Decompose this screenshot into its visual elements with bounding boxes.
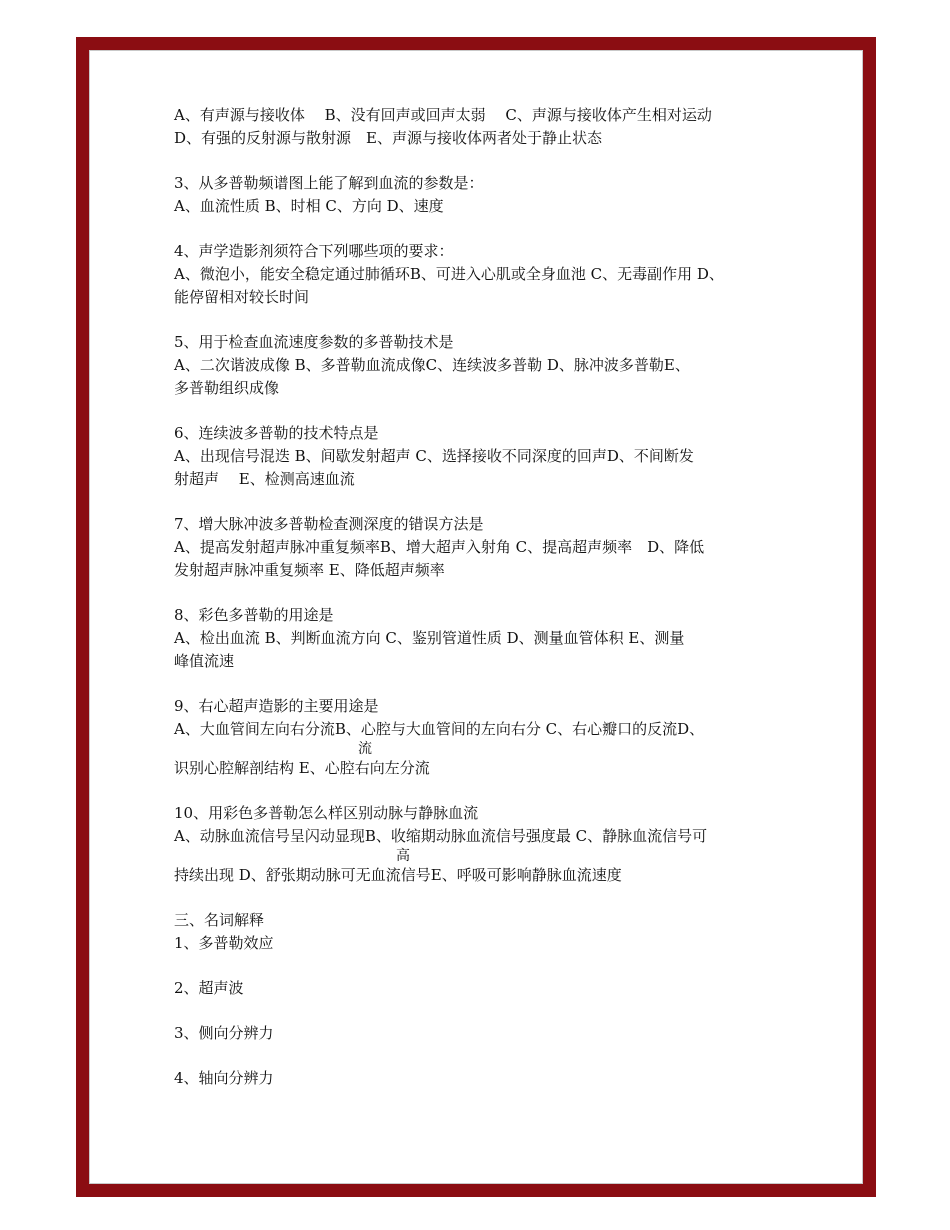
q5-options-line-2: 多普勒组织成像: [174, 379, 280, 397]
spacer: [174, 1000, 804, 1022]
q4-stem: 4、声学造影剂须符合下列哪些项的要求：: [174, 242, 454, 260]
q7-stem: 7、增大脉冲波多普勒检查测深度的错误方法是: [174, 515, 484, 533]
q7-options-line-1: A、提高发射超声脉冲重复频率B、增大超声入射角 C、提高超声频率 D、降低: [174, 538, 705, 556]
spacer: [174, 887, 804, 909]
q8-options-line-1: A、检出血流 B、判断血流方向 C、鉴别管道性质 D、测量血管体积 E、测量: [174, 629, 685, 647]
q3-stem: 3、从多普勒频谱图上能了解到血流的参数是：: [174, 174, 484, 192]
spacer: [174, 218, 804, 240]
term-item: 4、轴向分辨力: [174, 1069, 274, 1087]
spacer: [174, 309, 804, 331]
q8-options-line-2: 峰值流速: [174, 652, 235, 670]
term-item: 1、多普勒效应: [174, 934, 274, 952]
q2-options-line-1: A、有声源与接收体 B、没有回声或回声太弱 C、声源与接收体产生相对运动: [174, 106, 712, 124]
q6-options-line-1: A、出现信号混迭 B、间歇发射超声 C、选择接收不同深度的回声D、不间断发: [174, 447, 694, 465]
spacer: [174, 780, 804, 802]
q4-options-line-2: 能停留相对较长时间: [174, 288, 310, 306]
spacer: [174, 491, 804, 513]
q10-options-line-2: 持续出现 D、舒张期动脉可无血流信号E、呼吸可影响静脉血流速度: [174, 866, 622, 884]
q9-options-line-2: 识别心腔解剖结构 E、心腔右向左分流: [174, 759, 430, 777]
spacer: [174, 582, 804, 604]
q9-options-line-1: A、大血管间左向右分流B、心腔与大血管间的左向右分 C、右心瓣口的反流D、: [174, 720, 705, 738]
q6-stem: 6、连续波多普勒的技术特点是: [174, 424, 379, 442]
q5-stem: 5、用于检查血流速度参数的多普勒技术是: [174, 333, 454, 351]
term-item: 3、侧向分辨力: [174, 1024, 274, 1042]
spacer: [174, 955, 804, 977]
q8-stem: 8、彩色多普勒的用途是: [174, 606, 334, 624]
spacer: [174, 1045, 804, 1067]
q10-options-line-1: A、动脉血流信号呈闪动显现B、收缩期动脉血流信号强度最 C、静脉血流信号可: [174, 827, 708, 845]
q6-options-line-2: 射超声 E、检测高速血流: [174, 470, 355, 488]
spacer: [174, 673, 804, 695]
q5-options-line-1: A、二次谐波成像 B、多普勒血流成像C、连续波多普勒 D、脉冲波多普勒E、: [174, 356, 690, 374]
term-item: 2、超声波: [174, 979, 244, 997]
spacer: [174, 150, 804, 172]
q3-options: A、血流性质 B、时相 C、方向 D、速度: [174, 197, 444, 215]
q10-stem: 10、用彩色多普勒怎么样区别动脉与静脉血流: [174, 804, 479, 822]
q9-stem: 9、右心超声造影的主要用途是: [174, 697, 379, 715]
spacer: [174, 400, 804, 422]
q9-options-wrap: 流: [358, 741, 372, 757]
document-body: [174, 104, 804, 1090]
q2-options-line-2: D、有强的反射源与散射源 E、声源与接收体两者处于静止状态: [174, 129, 602, 147]
q4-options-line-1: A、微泡小，能安全稳定通过肺循环B、可进入心肌或全身血池 C、无毒副作用 D、: [174, 265, 724, 283]
q10-options-wrap: 高: [396, 848, 410, 864]
q7-options-line-2: 发射超声脉冲重复频率 E、降低超声频率: [174, 561, 445, 579]
section-heading: 三、名词解释: [174, 911, 265, 929]
